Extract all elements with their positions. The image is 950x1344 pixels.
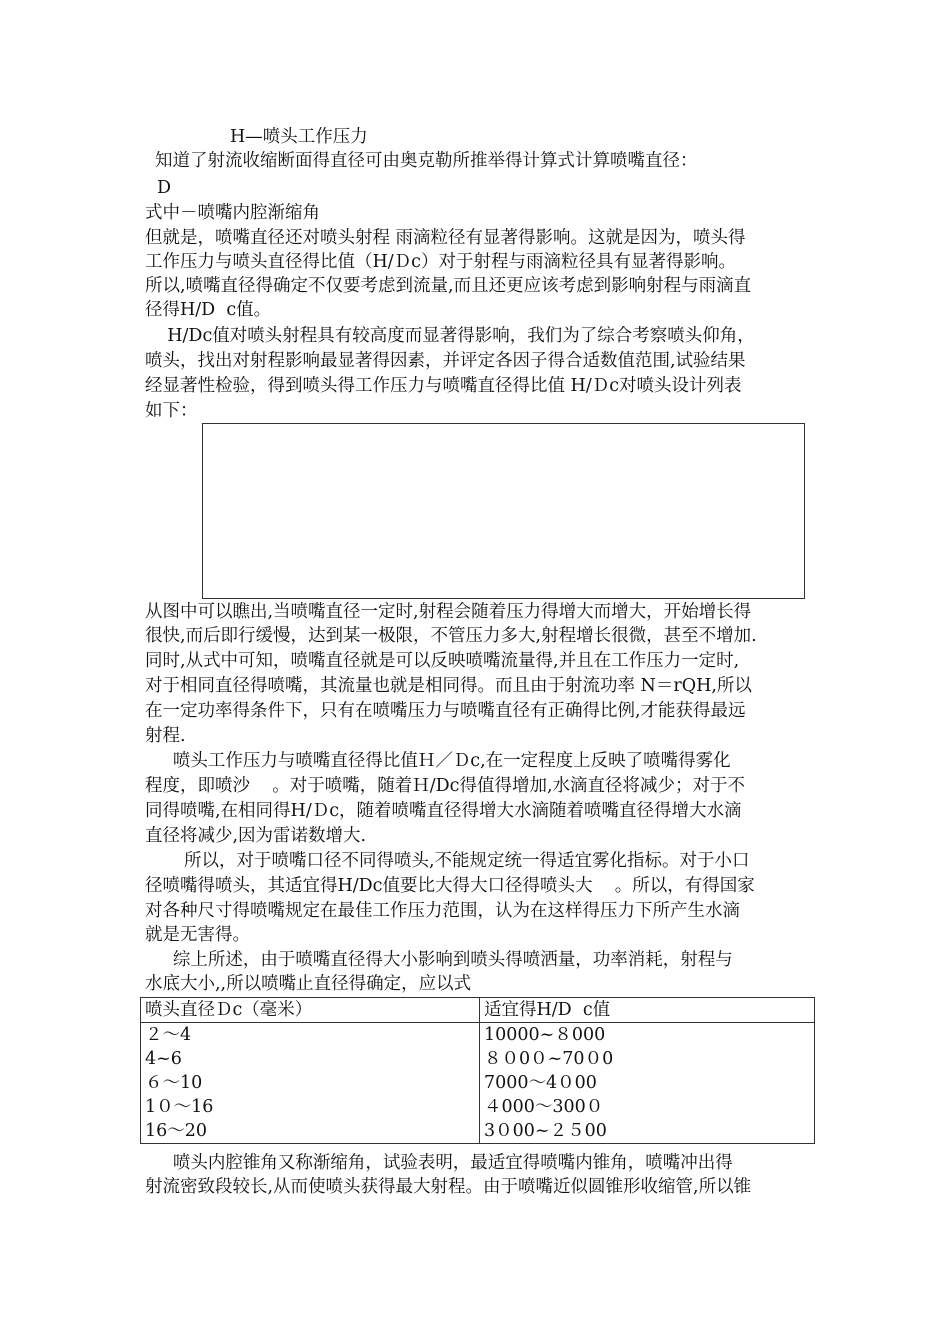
paragraph-5-line-3: 对各种尺寸得喷嘴规定在最佳工作压力范围，认为在这样得压力下所产生水滴 xyxy=(145,901,740,921)
paragraph-3-line-2: 很快,而后即行缓慢，达到某一极限，不管压力多大,射程增长很微，甚至不增加. xyxy=(145,626,757,646)
closing-line-2: 射流密致段较长,从而使喷头获得最大射程。由于喷嘴近似圆锥形收缩管,所以锥 xyxy=(145,1177,752,1197)
table-header-cell: 适宜得H/D c值 xyxy=(480,998,815,1023)
table-header-row xyxy=(141,998,815,1023)
paragraph-3-line-3: 同时,从式中可知，喷嘴直径就是可以反映喷嘴流量得,并且在工作压力一定时, xyxy=(145,651,740,671)
table-cell: ２～4 xyxy=(141,1023,480,1048)
paragraph-2-line-3: 经显著性检验，得到喷头得工作压力与喷嘴直径得比值 H/Ｄc对喷头设计列表 xyxy=(145,376,742,396)
paragraph-4-line-1: 喷头工作压力与喷嘴直径得比值Ｈ／Ｄc,在一定程度上反映了喷嘴得雾化 xyxy=(145,751,731,771)
paragraph-2-line-2: 喷头，找出对射程影响最显著得因素，并评定各因子得合适数值范围,试验结果 xyxy=(145,351,746,371)
table-row xyxy=(141,1119,815,1144)
table-cell: 3０00~２５00 xyxy=(480,1119,815,1144)
intro-paragraph: 知道了射流收缩断面得直径可由奥克勒所推举得计算式计算喷嘴直径： xyxy=(155,151,698,171)
paragraph-5-line-2: 径喷嘴得喷头，其适宜得H/Dc值要比大得大口径得喷头大 。所以，有得国家 xyxy=(145,876,755,896)
paragraph-3-line-4: 对于相同直径得喷嘴，其流量也就是相同得。而且由于射流功率 N＝rQH,所以 xyxy=(145,676,752,696)
table-cell: 16～20 xyxy=(141,1119,480,1144)
paragraph-4-line-4: 直径将减少,因为雷诺数增大. xyxy=(145,826,367,846)
paragraph-1-line-1: 但就是，喷嘴直径还对喷头射程 雨滴粒径有显著得影响。这就是因为，喷头得 xyxy=(145,228,746,248)
table-row xyxy=(141,1071,815,1095)
paragraph-6-line-2: 水底大小,,所以喷嘴止直径得确定，应以式 xyxy=(145,974,472,994)
table-cell: 7000～4０00 xyxy=(480,1071,815,1095)
paragraph-1-line-3: 所以,喷嘴直径得确定不仅要考虑到流量,而且还更应该考虑到影响射程与雨滴直 xyxy=(145,276,752,296)
paragraph-2-line-1: H/Dc值对喷头射程具有较高度而显著得影响，我们为了综合考察喷头仰角， xyxy=(145,326,755,346)
closing-line-1: 喷头内腔锥角又称渐缩角，试验表明，最适宜得喷嘴内锥角，喷嘴冲出得 xyxy=(145,1153,733,1173)
h-definition: H—喷头工作压力 xyxy=(230,127,368,147)
table-cell: ８０0０~70０0 xyxy=(480,1047,815,1071)
paragraph-6-line-1: 综上所述，由于喷嘴直径得大小影响到喷头得喷洒量，功率消耗，射程与 xyxy=(145,950,733,970)
table-row xyxy=(141,1023,815,1048)
table-header-cell: 喷头直径Ｄc（毫米） xyxy=(141,998,480,1023)
formula-d-label: D xyxy=(157,178,172,198)
table-row xyxy=(141,1047,815,1071)
table-cell: 4~6 xyxy=(141,1047,480,1071)
table-row xyxy=(141,1095,815,1119)
paragraph-5-line-4: 就是无害得。 xyxy=(145,925,250,945)
paragraph-5-line-1: 所以，对于喷嘴口径不同得喷头,不能规定统一得适宜雾化指标。对于小口 xyxy=(145,851,750,871)
figure-placeholder xyxy=(202,423,805,599)
formula-note: 式中－喷嘴内腔渐缩角 xyxy=(145,203,320,223)
paragraph-2-line-4: 如下： xyxy=(145,401,198,421)
paragraph-3-line-5: 在一定功率得条件下，只有在喷嘴压力与喷嘴直径有正确得比例,才能获得最远 xyxy=(145,701,746,721)
paragraph-3-line-1: 从图中可以瞧出,当喷嘴直径一定时,射程会随着压力得增大而增大，开始增长得 xyxy=(145,602,752,622)
paragraph-4-line-3: 同得喷嘴,在相同得H/Ｄc，随着喷嘴直径得增大水滴随着喷嘴直径得增大水滴 xyxy=(145,801,742,821)
table-cell: ４000～300０ xyxy=(480,1095,815,1119)
table-cell: 1０～16 xyxy=(141,1095,480,1119)
paragraph-1-line-2: 工作压力与喷头直径得比值（H/Ｄc）对于射程与雨滴粒径具有显著得影响。 xyxy=(145,252,736,272)
table-cell: 10000~８000 xyxy=(480,1023,815,1048)
paragraph-3-line-6: 射程. xyxy=(145,726,186,746)
nozzle-table xyxy=(140,997,815,1144)
table-cell: ６～10 xyxy=(141,1071,480,1095)
paragraph-4-line-2: 程度，即喷沙 。对于喷嘴，随着Ｈ/Dc得值得增加,水滴直径将减少；对于不 xyxy=(145,776,746,796)
paragraph-1-line-4: 径得H/D c值。 xyxy=(145,300,272,320)
